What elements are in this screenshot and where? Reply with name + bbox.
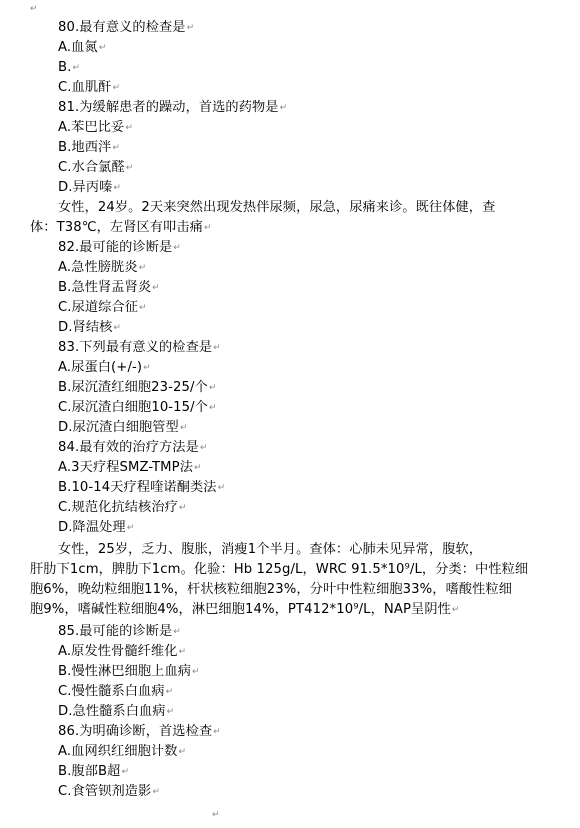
- option-85-a: A.原发性骨髓纤维化↵: [58, 644, 187, 659]
- option-86-a: A.血网织红细胞计数↵: [58, 744, 187, 759]
- paragraph-mark-bottom: ↵: [212, 810, 220, 820]
- option-84-c: C.规范化抗结核治疗↵: [58, 500, 187, 515]
- option-81-a: A.苯巴比妥↵: [58, 120, 133, 135]
- option-83-b: B.尿沉渣红细胞23-25/个↵: [58, 380, 217, 395]
- question-82: 82.最可能的诊断是↵: [58, 240, 181, 255]
- question-83: 83.下列最有意义的检查是↵: [58, 340, 221, 355]
- question-80: 80.最有意义的检查是↵: [58, 20, 195, 35]
- question-84: 84.最有效的治疗方法是↵: [58, 440, 208, 455]
- option-80-a: A.血氮↵: [58, 40, 107, 55]
- case-2-line-3: 胞6%，晚幼粒细胞11%，杆状核粒细胞23%，分叶中性粒细胞33%，嗜酸性粒细: [30, 582, 513, 597]
- question-86: 86.为明确诊断，首选检查↵: [58, 724, 221, 739]
- case-1-line-1: 女性，24岁。2天来突然出现发热伴尿频，尿急，尿痛来诊。既往体健，查: [58, 200, 496, 215]
- option-81-d: D.异丙嗪↵: [58, 180, 122, 195]
- option-82-a: A.急性膀胱炎↵: [58, 260, 147, 275]
- option-85-b: B.慢性淋巴细胞上血病↵: [58, 664, 200, 679]
- option-84-a: A.3天疗程SMZ-TMP法↵: [58, 460, 202, 475]
- option-82-c: C.尿道综合征↵: [58, 300, 147, 315]
- option-82-d: D.肾结核↵: [58, 320, 122, 335]
- case-2-line-4: 胞9%，嗜碱性粒细胞4%，淋巴细胞14%，PT412*10⁹/L，NAP呈阴性↵: [30, 602, 460, 617]
- case-1-line-2: 体：T38℃，左肾区有叩击痛↵: [30, 220, 212, 235]
- option-83-c: C.尿沉渣白细胞10-15/个↵: [58, 400, 217, 415]
- case-2-line-1: 女性，25岁，乏力、腹胀，消瘦1个半月。查体：心肺未见异常，腹软，: [58, 542, 483, 557]
- option-84-d: D.降温处理↵: [58, 520, 135, 535]
- option-84-b: B.10-14天疗程喹诺酮类法↵: [58, 480, 226, 495]
- option-80-b: B.↵: [58, 60, 81, 75]
- question-81: 81.为缓解患者的躁动，首选的药物是↵: [58, 100, 288, 115]
- option-81-c: C.水合氯醛↵: [58, 160, 134, 175]
- option-86-c: C.食管钡剂造影↵: [58, 784, 160, 799]
- option-80-c: C.血肌酐↵: [58, 80, 121, 95]
- option-83-d: D.尿沉渣白细胞管型↵: [58, 420, 188, 435]
- option-82-b: B.急性肾盂肾炎↵: [58, 280, 160, 295]
- question-85: 85.最可能的诊断是↵: [58, 624, 181, 639]
- option-85-c: C.慢性髓系白血病↵: [58, 684, 174, 699]
- option-85-d: D.急性髓系白血病↵: [58, 704, 175, 719]
- paragraph-mark-top: ↵: [30, 4, 38, 14]
- option-81-b: B.地西泮↵: [58, 140, 120, 155]
- option-86-b: B.腹部B超↵: [58, 764, 130, 779]
- option-83-a: A.尿蛋白(+/-)↵: [58, 360, 151, 375]
- case-2-line-2: 肝肋下1cm，脾肋下1cm。化验：Hb 125g/L，WRC 91.5*10⁹/L，分类：中性粒细: [30, 562, 529, 577]
